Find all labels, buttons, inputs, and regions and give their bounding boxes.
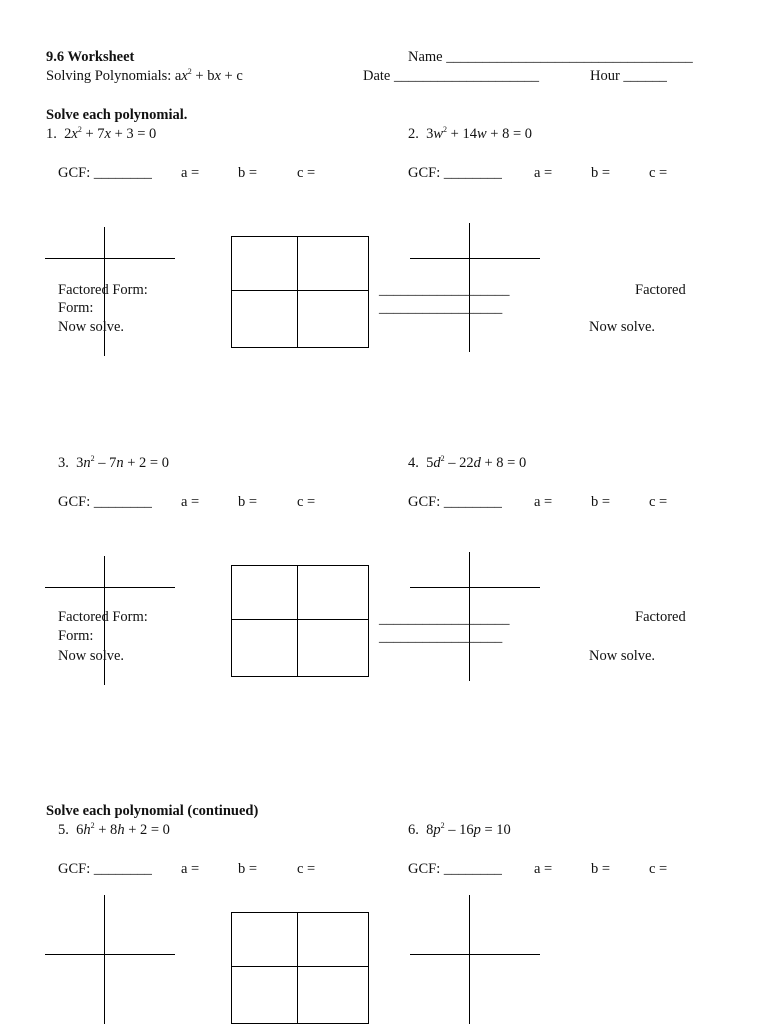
gcf-field[interactable]: GCF: ________	[58, 165, 152, 181]
problem-3: 3. $3n^2 - 7n + 2 = 0$	[58, 454, 169, 471]
tchart-horizontal-line	[410, 258, 540, 259]
factored-label: Factored	[635, 282, 686, 298]
factor-box[interactable]	[231, 912, 369, 1024]
form-label: Form:	[58, 628, 94, 644]
tchart-horizontal-line	[45, 954, 175, 955]
factor-box-divider	[231, 619, 369, 620]
b-label: b =	[238, 861, 258, 877]
c-label: c =	[297, 494, 316, 510]
b-label: b =	[238, 494, 258, 510]
worksheet-title: 9.6 Worksheet	[46, 49, 135, 65]
factored-form-line[interactable]: _________________	[379, 629, 503, 645]
name-field[interactable]: Name __________________________________	[408, 49, 693, 65]
c-label: c =	[297, 861, 316, 877]
factored-form-line[interactable]: __________________	[379, 282, 510, 298]
factored-label: Factored	[635, 609, 686, 625]
c-label: c =	[649, 861, 668, 877]
tchart-vertical-line	[469, 895, 470, 1024]
factored-form-line[interactable]: __________________	[379, 611, 510, 627]
form-label: Form:	[58, 300, 94, 316]
problem-2: 2. $3w^2 + 14w + 8 = 0$	[408, 125, 533, 142]
factor-box-divider	[231, 290, 369, 291]
tchart-horizontal-line	[45, 258, 175, 259]
date-field[interactable]: Date ____________________	[363, 68, 539, 84]
c-label: c =	[649, 165, 668, 181]
gcf-field[interactable]: GCF: ________	[58, 494, 152, 510]
factor-box[interactable]	[231, 565, 369, 677]
factored-form-label: Factored Form:	[58, 282, 148, 298]
a-label: a =	[534, 494, 553, 510]
problem-4: 4. $5d^2 - 22d + 8 = 0$	[408, 454, 527, 471]
factored-form-label: Factored Form:	[58, 609, 148, 625]
problem-6: 6. $8p^2 - 16p = 10$	[408, 821, 511, 838]
gcf-field[interactable]: GCF: ________	[408, 494, 502, 510]
a-label: a =	[534, 861, 553, 877]
c-label: c =	[297, 165, 316, 181]
factored-form-line[interactable]: _________________	[379, 300, 503, 316]
a-label: a =	[534, 165, 553, 181]
section-heading: Solve each polynomial.	[46, 107, 188, 123]
b-label: b =	[238, 165, 258, 181]
factor-box-divider	[297, 912, 298, 1024]
section-heading: Solve each polynomial (continued)	[46, 803, 259, 819]
tchart-horizontal-line	[45, 587, 175, 588]
factor-box-divider	[297, 236, 298, 348]
gcf-field[interactable]: GCF: ________	[408, 861, 502, 877]
gcf-field[interactable]: GCF: ________	[58, 861, 152, 877]
now-solve-label: Now solve.	[58, 319, 125, 335]
tchart-vertical-line	[104, 895, 105, 1024]
now-solve-label: Now solve.	[58, 648, 125, 664]
now-solve-label: Now solve.	[589, 648, 656, 664]
b-label: b =	[591, 861, 611, 877]
gcf-field[interactable]: GCF: ________	[408, 165, 502, 181]
b-label: b =	[591, 165, 611, 181]
problem-5: 5. $6h^2 + 8h + 2 = 0$	[58, 821, 170, 838]
tchart-horizontal-line	[410, 954, 540, 955]
a-label: a =	[181, 165, 200, 181]
a-label: a =	[181, 494, 200, 510]
a-label: a =	[181, 861, 200, 877]
factor-box[interactable]	[231, 236, 369, 348]
worksheet-subtitle: Solving Polynomials: $ax^2$ + bx + c	[46, 67, 243, 84]
factor-box-divider	[297, 565, 298, 677]
factor-box-divider	[231, 966, 369, 967]
tchart-horizontal-line	[410, 587, 540, 588]
hour-field[interactable]: Hour ______	[590, 68, 667, 84]
problem-1: 1. $2x^2 + 7x + 3 = 0$	[46, 125, 157, 142]
c-label: c =	[649, 494, 668, 510]
b-label: b =	[591, 494, 611, 510]
now-solve-label: Now solve.	[589, 319, 656, 335]
